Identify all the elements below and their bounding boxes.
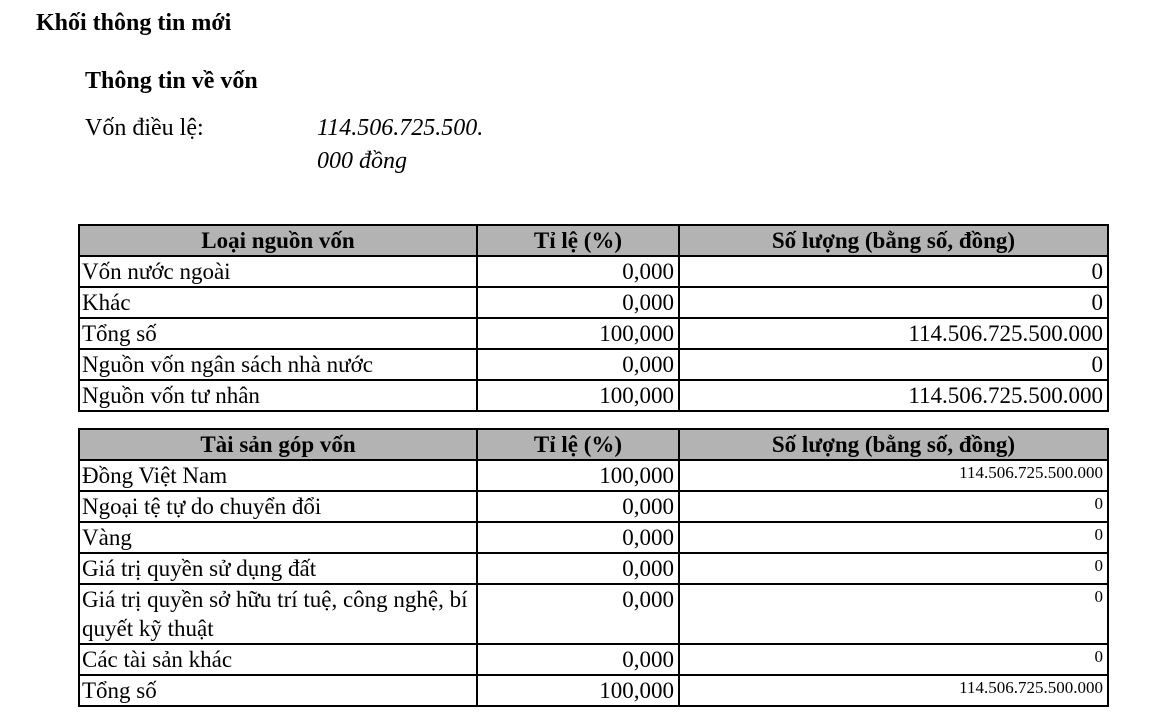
row-ratio: 0,000 bbox=[477, 584, 679, 644]
row-label: Khác bbox=[79, 287, 477, 318]
column-header-asset-type: Tài sản góp vốn bbox=[79, 429, 477, 460]
row-amount: 114.506.725.500.000 bbox=[679, 318, 1108, 349]
row-amount: 114.506.725.500.000 bbox=[679, 460, 1108, 491]
column-header-ratio: Tỉ lệ (%) bbox=[477, 225, 679, 256]
table-row bbox=[79, 460, 1108, 491]
row-label: Nguồn vốn ngân sách nhà nước bbox=[79, 349, 477, 380]
row-amount: 114.506.725.500.000 bbox=[679, 380, 1108, 411]
table-header-row bbox=[79, 225, 1108, 256]
table-header-row bbox=[79, 429, 1108, 460]
row-amount: 0 bbox=[679, 644, 1108, 675]
row-amount: 0 bbox=[679, 256, 1108, 287]
row-ratio: 0,000 bbox=[477, 287, 679, 318]
row-ratio: 0,000 bbox=[477, 256, 679, 287]
table-row bbox=[79, 522, 1108, 553]
table-row bbox=[79, 675, 1108, 706]
row-amount: 114.506.725.500.000 bbox=[679, 675, 1108, 706]
row-ratio: 100,000 bbox=[477, 318, 679, 349]
row-label: Các tài sản khác bbox=[79, 644, 477, 675]
table-row bbox=[79, 349, 1108, 380]
table-row bbox=[79, 380, 1108, 411]
charter-capital-label: Vốn điều lệ: bbox=[85, 115, 204, 141]
row-label: Đồng Việt Nam bbox=[79, 460, 477, 491]
row-ratio: 100,000 bbox=[477, 460, 679, 491]
row-ratio: 0,000 bbox=[477, 553, 679, 584]
row-label: Giá trị quyền sử dụng đất bbox=[79, 553, 477, 584]
row-ratio: 0,000 bbox=[477, 491, 679, 522]
row-amount: 0 bbox=[679, 584, 1108, 644]
row-label: Giá trị quyền sở hữu trí tuệ, công nghệ, bí quyết kỹ thuật bbox=[79, 584, 477, 644]
row-ratio: 0,000 bbox=[477, 522, 679, 553]
section-heading-capital-info: Thông tin về vốn bbox=[85, 68, 258, 94]
charter-capital-value bbox=[317, 112, 483, 178]
row-ratio: 100,000 bbox=[477, 380, 679, 411]
row-amount: 0 bbox=[679, 349, 1108, 380]
table-row bbox=[79, 491, 1108, 522]
row-label: Nguồn vốn tư nhân bbox=[79, 380, 477, 411]
row-amount: 0 bbox=[679, 287, 1108, 318]
table-row bbox=[79, 553, 1108, 584]
column-header-amount: Số lượng (bằng số, đồng) bbox=[679, 429, 1108, 460]
contributed-assets-table bbox=[78, 428, 1109, 707]
table-row bbox=[79, 287, 1108, 318]
row-ratio: 0,000 bbox=[477, 349, 679, 380]
column-header-ratio: Tỉ lệ (%) bbox=[477, 429, 679, 460]
row-label: Vốn nước ngoài bbox=[79, 256, 477, 287]
column-header-capital-source-type: Loại nguồn vốn bbox=[79, 225, 477, 256]
table-row bbox=[79, 584, 1108, 644]
table-row bbox=[79, 318, 1108, 349]
row-label: Tổng số bbox=[79, 675, 477, 706]
table-row bbox=[79, 644, 1108, 675]
row-amount: 0 bbox=[679, 553, 1108, 584]
row-ratio: 0,000 bbox=[477, 644, 679, 675]
charter-capital-row bbox=[85, 112, 1168, 178]
page-title: Khối thông tin mới bbox=[36, 10, 232, 36]
column-header-amount: Số lượng (bằng số, đồng) bbox=[679, 225, 1108, 256]
row-label: Tổng số bbox=[79, 318, 477, 349]
row-amount: 0 bbox=[679, 491, 1108, 522]
charter-capital-value-line-2: 000 đồng bbox=[317, 148, 407, 174]
row-ratio: 100,000 bbox=[477, 675, 679, 706]
capital-source-table bbox=[78, 224, 1109, 412]
row-label: Vàng bbox=[79, 522, 477, 553]
row-label: Ngoại tệ tự do chuyển đổi bbox=[79, 491, 477, 522]
table-row bbox=[79, 256, 1108, 287]
row-amount: 0 bbox=[679, 522, 1108, 553]
charter-capital-value-line-1: 114.506.725.500. bbox=[317, 115, 484, 141]
